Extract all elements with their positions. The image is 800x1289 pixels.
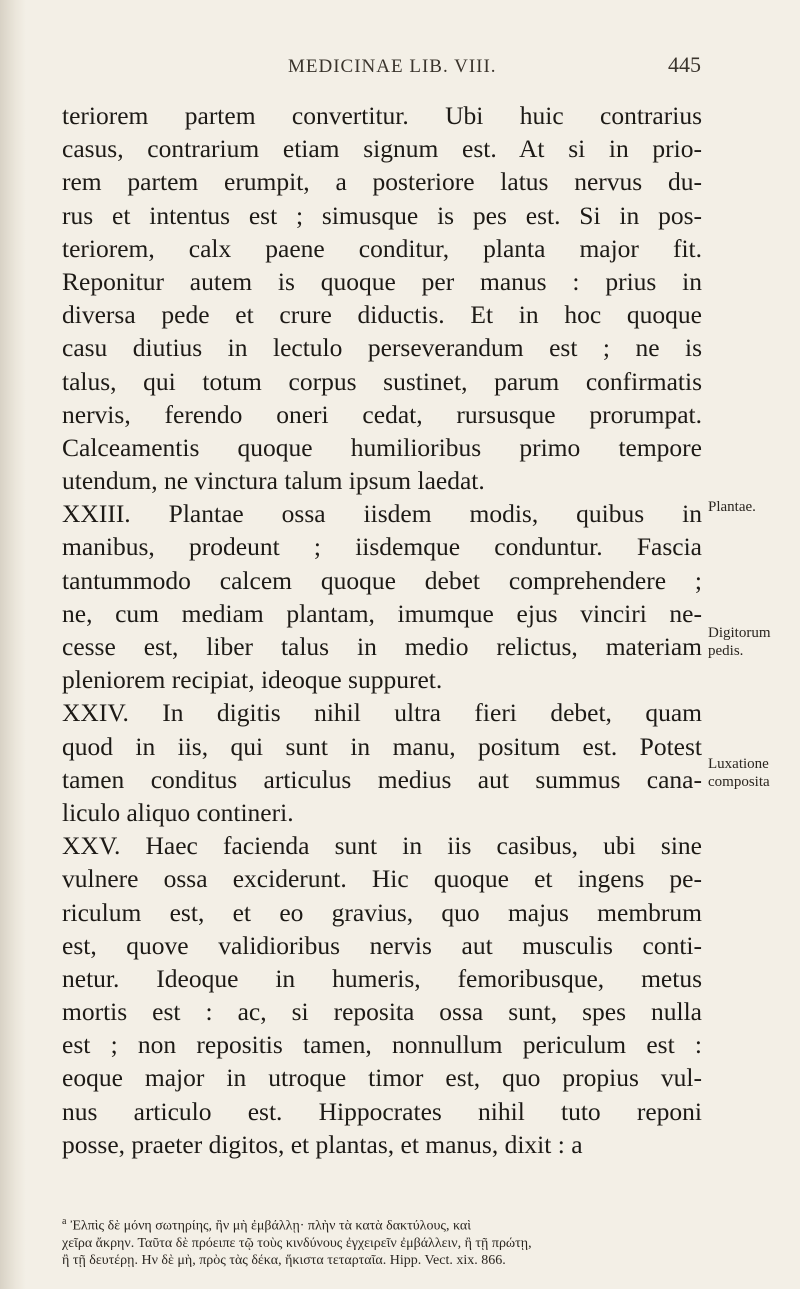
text-line: pleniorem recipiat, ideoque suppuret. bbox=[62, 665, 443, 695]
text-line: netur. Ideoque in humeris, femoribusque, metus bbox=[62, 963, 702, 993]
text-line: rem partem erumpit, a posteriore latus nervus du- bbox=[62, 167, 702, 197]
margin-note-line: Plantae. bbox=[708, 499, 756, 515]
text-line: cesse est, liber talus in medio relictus, materiam bbox=[62, 632, 702, 661]
margin-note-line: pedis. bbox=[708, 643, 744, 659]
text-line: teriorem partem convertitur. Ubi huic contrarius bbox=[62, 101, 702, 130]
text-line: nus articulo est. Hippocrates nihil tuto reponi bbox=[62, 1096, 702, 1126]
margin-note-line: Luxatione bbox=[708, 756, 769, 772]
margin-note-line: Digitorum bbox=[708, 625, 771, 641]
text-line: XXIV. In digitis nihil ultra fieri debet, quam bbox=[62, 698, 702, 728]
margin-note-luxatione bbox=[708, 755, 770, 791]
text-line: posse, praeter digitos, et plantas, et manus, dixit : a bbox=[62, 1129, 583, 1159]
text-line: nervis, ferendo oneri cedat, rursusque prorumpat. bbox=[62, 399, 702, 429]
text-line: liculo aliquo contineri. bbox=[62, 797, 294, 827]
text-line: XXV. Haec facienda sunt in iis casibus, ubi sine bbox=[62, 831, 702, 861]
text-line: manibus, prodeunt ; iisdemque conduntur. Fascia bbox=[62, 532, 702, 562]
text-line: teriorem, calx paene conditur, planta major fit. bbox=[62, 233, 702, 263]
text-line: est, quove validioribus nervis aut musculis conti- bbox=[62, 930, 702, 960]
footnote-reference: Hipp. Vect. xix. 866. bbox=[389, 1252, 506, 1268]
text-line: tantummodo calcem quoque debet comprehendere ; bbox=[62, 565, 702, 595]
page-number: 445 bbox=[668, 52, 701, 77]
text-line: Calceamentis quoque humilioribus primo tempore bbox=[62, 432, 702, 462]
body-text bbox=[62, 99, 702, 1161]
footnote-line: χεῖρα ἄκρην. Ταῦτα δὲ πρόειπε τῷ τοὺς κινδύνους ἐγχειρεῖν ἐμβάλλειν, ἢ τῇ πρώτῃ, bbox=[62, 1235, 532, 1251]
margin-note-plantae bbox=[708, 498, 756, 516]
binding-shadow bbox=[0, 0, 26, 1289]
footnote-line bbox=[62, 1252, 702, 1269]
text-line: eoque major in utroque timor est, quo propius vul- bbox=[62, 1063, 702, 1093]
text-line: quod in iis, qui sunt in manu, positum est. Potest bbox=[62, 731, 702, 761]
text-line: tamen conditus articulus medius aut summus cana- bbox=[62, 764, 702, 794]
footnote-greek-text: Ἐλπὶς δὲ μόνη σωτηρίης, ἢν μὴ ἐμβάλλῃ· πλὴν τὰ κατὰ δακτύλους, καὶ bbox=[70, 1218, 471, 1234]
text-line: Reponitur autem is quoque per manus : prius in bbox=[62, 266, 702, 296]
text-line: diversa pede et crure diductis. Et in hoc quoque bbox=[62, 300, 702, 330]
text-line: XXIII. Plantae ossa iisdem modis, quibus in bbox=[62, 499, 702, 529]
text-line: casus, contrarium etiam signum est. At si in prio- bbox=[62, 134, 702, 164]
footnote-greek-text: ἢ τῇ δευτέρῃ. Ην δὲ μὴ, πρὸς τὰς δέκα, ἥκιστα τεταρταῖα. bbox=[62, 1252, 387, 1268]
text-line: utendum, ne vinctura talum ipsum laedat. bbox=[62, 466, 485, 496]
margin-note-digitorum bbox=[708, 624, 771, 660]
text-line: vulnere ossa exciderunt. Hic quoque et ingens pe- bbox=[62, 864, 702, 894]
running-head: MEDICINAE LIB. VIII. bbox=[288, 56, 497, 77]
text-line: ne, cum mediam plantam, imumque ejus vinciri ne- bbox=[62, 598, 702, 628]
margin-note-line: composita bbox=[708, 774, 770, 790]
text-line: riculum est, et eo gravius, quo majus membrum bbox=[62, 897, 702, 927]
footnote-marker: a bbox=[62, 1216, 67, 1227]
text-line: casu diutius in lectulo perseverandum est ; ne is bbox=[62, 333, 702, 363]
text-line: rus et intentus est ; simusque is pes est. Si in pos- bbox=[62, 200, 702, 230]
footnote bbox=[62, 1213, 702, 1269]
text-line: mortis est : ac, si reposita ossa sunt, spes nulla bbox=[62, 997, 702, 1027]
footnote-line bbox=[62, 1213, 702, 1235]
text-line: est ; non repositis tamen, nonnullum periculum est : bbox=[62, 1030, 702, 1060]
text-line: talus, qui totum corpus sustinet, parum confirmatis bbox=[62, 366, 702, 396]
